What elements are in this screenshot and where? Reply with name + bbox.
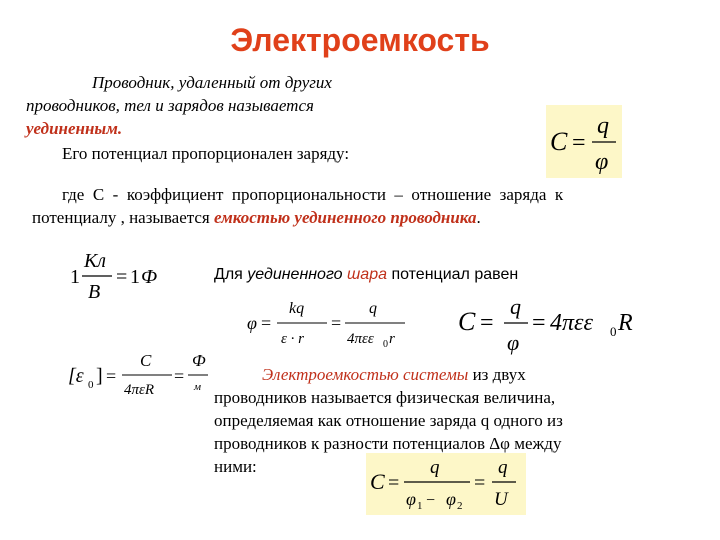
sc-eq1: = <box>480 310 494 336</box>
sp-eps-r: ε · r <box>281 331 304 347</box>
sys-sub1: 1 <box>417 500 423 512</box>
sc-eq2: = <box>532 310 546 336</box>
intro-line-2: проводников, тел и зарядов называется <box>26 96 314 115</box>
sp-den-sub: 0 <box>383 339 388 350</box>
e0-sub: 0 <box>88 379 94 391</box>
e0-eq2: = <box>174 366 185 386</box>
sphere-suffix: потенциал равен <box>387 266 519 283</box>
definition-prefix: потенциалу , называется <box>32 208 214 227</box>
sphere-potential-formula <box>245 295 415 355</box>
sp-den: 4πεε <box>347 331 374 347</box>
sys-phi2: φ <box>446 489 456 509</box>
unit-eq: = <box>116 266 128 288</box>
unit-kl: Кл <box>84 250 107 272</box>
page-title: Электроемкость <box>230 22 490 58</box>
intro-line-4: Его потенциал пропорционален заряду: <box>62 144 350 163</box>
sc-q: q <box>510 294 521 319</box>
e0-f: Ф <box>192 351 206 370</box>
sp-eq1: = <box>261 313 272 333</box>
sc-phi: φ <box>507 330 520 355</box>
e0-open: [ε <box>68 365 84 387</box>
sphere-it: уединенного <box>247 266 348 283</box>
definition-line-2 <box>32 207 481 229</box>
e0-close: ] <box>96 365 103 387</box>
farad-unit-formula <box>68 245 178 305</box>
eps0-unit-formula <box>66 348 216 408</box>
system-suffix: из двух <box>468 365 526 384</box>
sys-minus: − <box>422 492 440 509</box>
sphere-text <box>214 264 518 286</box>
capacitance-formula <box>546 105 622 178</box>
unit-one-2: 1 <box>130 266 140 288</box>
sp-q: q <box>369 300 377 317</box>
sys-phi1: φ <box>406 489 416 509</box>
sys-eq2: = <box>474 472 486 494</box>
sys-sub2: 2 <box>457 500 463 512</box>
formula-phi: φ <box>595 149 609 175</box>
formula-c: C <box>550 127 568 156</box>
sphere-capacitance-formula <box>456 292 646 362</box>
system-line-4: проводников к разности потенциалов Δφ между <box>214 434 562 453</box>
sys-eq1: = <box>388 472 400 494</box>
intro-line-1: Проводник, удаленный от других <box>92 73 332 92</box>
formula-q: q <box>597 113 609 139</box>
sp-phi: φ <box>247 313 257 333</box>
formula-eq: = <box>572 130 586 156</box>
sys-c: C <box>370 469 385 494</box>
e0-den: 4πεR <box>124 382 155 398</box>
unit-one: 1 <box>70 266 80 288</box>
sp-eq2: = <box>331 313 342 333</box>
sp-kq: kq <box>289 300 305 317</box>
definition-suffix: . <box>476 208 481 227</box>
sys-u: U <box>494 489 508 510</box>
system-highlight: Электроемкостью системы <box>262 365 469 384</box>
sc-rhs-sub: 0 <box>610 324 617 339</box>
sphere-highlight: шара <box>347 266 387 283</box>
sc-r: R <box>618 310 633 336</box>
system-line-3: определяемая как отношение заряда q одного из <box>214 411 563 430</box>
definition-highlight: емкостью уединенного проводника <box>214 208 477 227</box>
e0-c: C <box>140 351 152 370</box>
unit-v: В <box>88 281 101 303</box>
system-formula-box <box>366 453 526 515</box>
sc-rhs: 4πεε <box>550 310 593 336</box>
system-line-5: ними: <box>214 457 257 476</box>
sc-c: C <box>458 307 476 336</box>
sp-den-r: r <box>389 331 395 347</box>
unit-f: Ф <box>141 266 158 288</box>
sphere-prefix: Для <box>214 266 248 283</box>
capacitance-formula-box <box>546 105 622 178</box>
sys-q2: q <box>498 457 508 478</box>
system-line-1 <box>262 364 526 386</box>
system-line-2: проводников называется физическая величина, <box>214 388 556 407</box>
definition-line-1: где С - коэффициент пропорциональности – отношение заряда к <box>62 185 564 204</box>
system-capacitance-formula <box>366 453 526 515</box>
sys-q: q <box>430 457 440 478</box>
e0-eq1: = <box>106 366 117 386</box>
e0-m: м <box>194 381 202 393</box>
intro-highlight: уединенным. <box>26 119 123 138</box>
